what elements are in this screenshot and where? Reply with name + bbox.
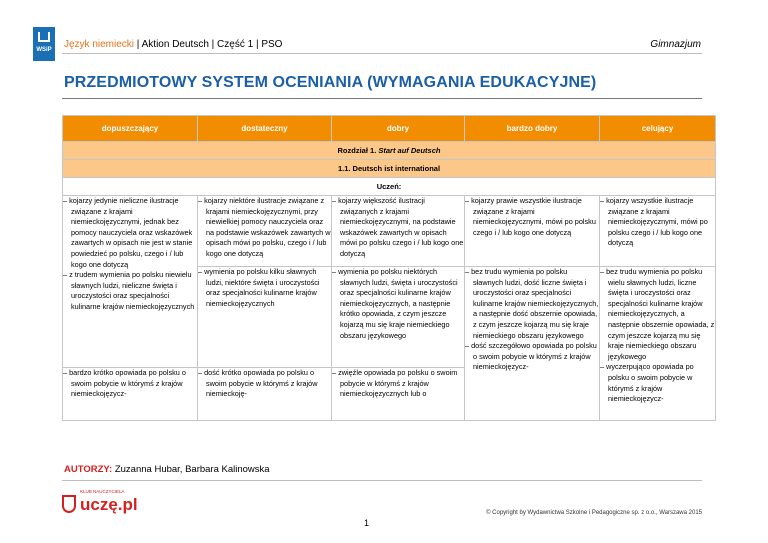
- requirement-item: – bez trudu wymienia po polsku sławnych ludzi, dość liczne święta i uroczystości oraz specjalności kulinarne krajów niemieckojęzycznych, a następnie dość obszernie opowiada, z czym jeszcze kojarzą mu się kraje niemieckiego obszaru językowego: [465, 267, 599, 340]
- section-prefix: Rozdział 1.: [337, 146, 379, 155]
- requirements-table: [62, 115, 716, 421]
- page-number: 1: [364, 518, 370, 528]
- subsection-band: 1.1. Deutsch ist international: [63, 160, 716, 178]
- logo-text: WSiP: [36, 47, 52, 53]
- col-header-dostateczny: dostateczny: [198, 116, 332, 142]
- copyright: © Copyright by Wydawnictwa Szkolne i Pedagogiczne sp. z o.o., Warszawa 2015: [486, 510, 702, 516]
- uczen-row: Uczeń:: [63, 178, 716, 196]
- table-row: [63, 196, 716, 267]
- table-cell: [198, 196, 332, 267]
- section-title: Start auf Deutsch: [378, 146, 441, 155]
- table-cell: [332, 196, 465, 267]
- requirement-item: – bez trudu wymienia po polsku wielu sławnych ludzi, liczne święta i uroczystości oraz specjalności kulinarne krajów niemieckojęzycznych, a następnie obszernie opowiada, z czym jeszcze kojarzą mu się kraje niemieckiego obszaru językowego: [600, 267, 715, 361]
- header-level: Gimnazjum: [650, 39, 701, 50]
- authors-names: Zuzanna Hubar, Barbara Kalinowska: [112, 464, 270, 475]
- table-cell: [465, 196, 600, 267]
- brand-small: KLUB NAUCZYCIELA: [80, 489, 125, 494]
- column-header-row: [63, 116, 716, 142]
- requirement-item: – kojarzy jedynie nieliczne ilustracje związane z krajami niemieckojęzycznymi, jednak bez pomocy nauczyciela oraz wskazówek zawartych w opisach nie jest w stanie powiedzieć po polsku, czego i / lub kogo one dotyczą: [63, 196, 193, 269]
- table-cell: [198, 368, 332, 421]
- ucze-badge-icon: [62, 495, 76, 513]
- table-cell: [63, 368, 198, 421]
- ucze-pl-logo: [62, 489, 138, 519]
- requirement-item: – dość szczegółowo opowiada po polsku o swoim pobycie w którymś z krajów niemieckojęzycz-: [465, 341, 597, 372]
- requirement-item: – dość krótko opowiada po polsku o swoim pobycie w którymś z krajów niemieckoję-: [198, 368, 318, 399]
- table-cell: [198, 267, 332, 368]
- requirement-item: – wymienia po polsku niektórych sławnych ludzi, święta i uroczystości oraz specjalności kulinarne krajów niemieckojęzycznych, a następnie krótko opowiada, z czym jeszcze kojarzą mu się kraje niemieckiego obszaru językowego: [332, 267, 458, 340]
- page-title: PRZEDMIOTOWY SYSTEM OCENIANIA (WYMAGANIA EDUKACYJNE): [64, 74, 597, 91]
- requirement-item: – z trudem wymienia po polsku niewielu sławnych ludzi, nieliczne święta i uroczystości oraz specjalności kulinarne krajów niemieckojęzycznych: [63, 270, 195, 311]
- header-subject: Język niemiecki: [64, 39, 135, 50]
- col-header-dobry: dobry: [332, 116, 465, 142]
- brand-name: uczę.pl: [80, 495, 138, 514]
- title-divider: [62, 98, 702, 99]
- requirement-item: – kojarzy wszystkie ilustracje związane z krajami niemieckojęzycznymi, mówi po polsku czego i / lub kogo one dotyczą: [600, 196, 708, 248]
- requirement-item: – bardzo krótko opowiada po polsku o swoim pobycie w którymś z krajów niemieckojęzycz-: [63, 368, 186, 399]
- requirement-item: – kojarzy prawie wszystkie ilustracje związane z krajami niemieckojęzycznymi, mówi po polsku czego i / lub kogo one dotyczą: [465, 196, 596, 237]
- requirement-item: – wyczerpująco opowiada po polsku o swoim pobycie w którymś z krajów niemieckojęzycz-: [600, 362, 694, 404]
- wsip-logo: [33, 27, 55, 61]
- col-header-dopuszczajacy: dopuszczający: [63, 116, 198, 142]
- requirement-item: – kojarzy większość ilustracji związanych z krajami niemieckojęzycznymi, na podstawie wskazówek zawartych w opisach mówi po polsku czego i / lub kogo one dotyczą: [332, 196, 464, 258]
- requirement-item: – wymienia po polsku kilku sławnych ludzi, niektóre święta i uroczystości oraz specjalności kulinarne krajów niemieckojęzycznych: [198, 267, 320, 308]
- col-header-celujacy: celujący: [600, 116, 716, 142]
- authors-line: [64, 464, 270, 475]
- footer-divider: [62, 480, 702, 481]
- requirement-item: – zwięźle opowiada po polsku o swoim pobycie w którymś z krajów niemieckojęzycznych lub o: [332, 368, 458, 399]
- requirement-item: – kojarzy niektóre ilustracje związane z krajami niemieckojęzycznymi, przy niewielkiej pomocy nauczyciela oraz na podstawie wskazówek zawartych w opisach mówi po polsku, czego i / lub kogo one dotyczą: [198, 196, 331, 258]
- header-course: [64, 39, 282, 50]
- logo-mark-icon: [38, 32, 50, 42]
- header-divider: [62, 53, 702, 54]
- header-course-text: | Aktion Deutsch | Część 1 | PSO: [134, 39, 283, 50]
- table-cell: [600, 196, 716, 267]
- table-cell: [600, 267, 716, 421]
- table-cell: [63, 196, 198, 368]
- section-band: [63, 142, 716, 160]
- table-cell: [465, 267, 600, 421]
- col-header-bardzo-dobry: bardzo dobry: [465, 116, 600, 142]
- authors-label: AUTORZY:: [64, 464, 113, 475]
- table-cell: [332, 368, 465, 421]
- table-cell: [332, 267, 465, 368]
